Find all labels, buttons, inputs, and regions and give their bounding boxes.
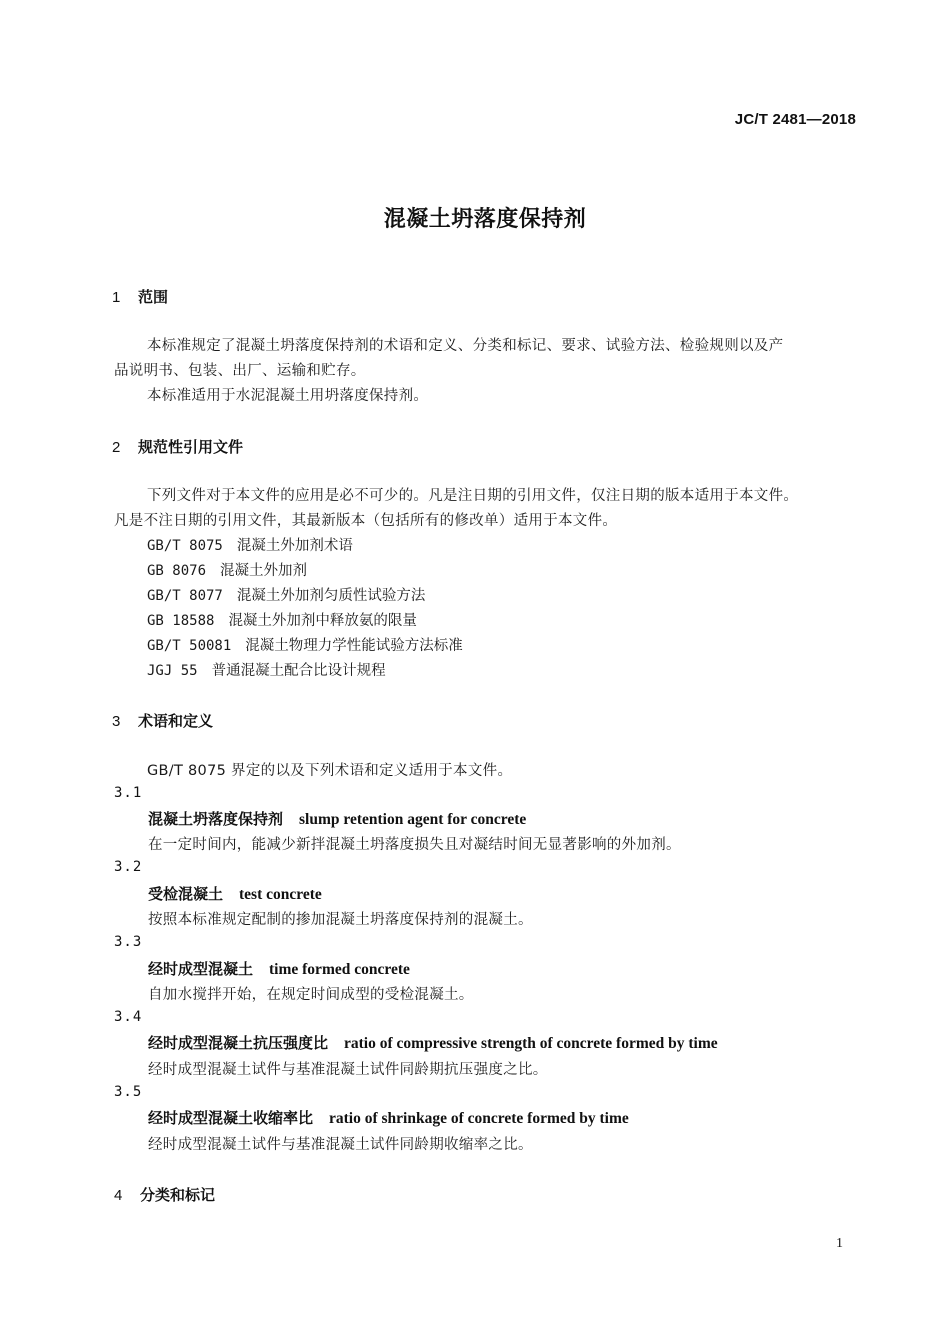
section-number: 2 (112, 439, 121, 456)
reference-item (147, 559, 307, 580)
reference-name: 混凝土外加剂匀质性试验方法 (236, 588, 426, 604)
term-heading (148, 808, 526, 829)
term-chinese: 经时成型混凝土收缩率比 (148, 1109, 314, 1127)
term-number: 3.2 (114, 859, 143, 875)
section-3-intro: GB/T 8075 界定的以及下列术语和定义适用于本文件。 (147, 763, 513, 779)
term-english: time formed concrete (269, 961, 410, 978)
term-heading (148, 1107, 629, 1128)
section-1-paragraph-line-2: 品说明书、包装、出厂、运输和贮存。 (114, 363, 366, 379)
term-definition: 经时成型混凝土试件与基准混凝土试件同龄期抗压强度之比。 (148, 1062, 548, 1078)
term-number: 3.5 (114, 1084, 143, 1100)
term-chinese: 受检混凝土 (148, 885, 224, 903)
section-1-paragraph-2: 本标准适用于水泥混凝土用坍落度保持剂。 (147, 388, 429, 404)
reference-code: GB/T 50081 (147, 638, 232, 654)
reference-code: GB 8076 (147, 563, 207, 579)
reference-code: GB/T 8075 (147, 538, 223, 554)
reference-name: 混凝土物理力学性能试验方法标准 (245, 638, 463, 654)
section-number: 4 (114, 1187, 123, 1204)
term-english: test concrete (239, 886, 322, 903)
term-english: ratio of shrinkage of concrete formed by time (329, 1110, 629, 1127)
section-4-heading (114, 1184, 215, 1205)
term-definition: 按照本标准规定配制的掺加混凝土坍落度保持剂的混凝土。 (148, 912, 533, 928)
section-number: 3 (112, 713, 121, 730)
standard-code: JC/T 2481—2018 (734, 111, 856, 128)
term-number: 3.3 (114, 934, 143, 950)
section-3-heading (112, 710, 213, 731)
reference-name: 混凝土外加剂 (220, 563, 308, 579)
reference-item (147, 634, 463, 655)
section-title: 术语和定义 (138, 712, 214, 730)
reference-item (147, 659, 386, 680)
reference-name: 混凝土外加剂术语 (236, 538, 353, 554)
term-heading (148, 958, 410, 979)
term-definition: 自加水搅拌开始，在规定时间成型的受检混凝土。 (148, 987, 474, 1003)
reference-code: GB 18588 (147, 613, 215, 629)
term-english: slump retention agent for concrete (299, 811, 527, 828)
term-definition: 在一定时间内，能减少新拌混凝土坍落度损失且对凝结时间无显著影响的外加剂。 (148, 837, 681, 853)
section-1-paragraph-line-1: 本标准规定了混凝土坍落度保持剂的术语和定义、分类和标记、要求、试验方法、检验规则以及产 (147, 338, 784, 354)
section-2-paragraph-line-1: 下列文件对于本文件的应用是必不可少的。凡是注日期的引用文件，仅注日期的版本适用于本文件。 (147, 488, 799, 504)
section-2-paragraph-line-2: 凡是不注日期的引用文件，其最新版本（包括所有的修改单）适用于本文件。 (114, 513, 618, 529)
term-heading (148, 1032, 718, 1053)
reference-code: GB/T 8077 (147, 588, 223, 604)
term-chinese: 混凝土坍落度保持剂 (148, 810, 284, 828)
term-chinese: 经时成型混凝土 (148, 960, 254, 978)
section-2-heading (112, 436, 243, 457)
reference-name: 普通混凝土配合比设计规程 (211, 663, 386, 679)
section-number: 1 (112, 289, 121, 306)
page-number: 1 (836, 1236, 843, 1251)
section-1-heading (112, 286, 168, 307)
document-title: 混凝土坍落度保持剂 (383, 207, 587, 232)
reference-item (147, 584, 425, 605)
section-title: 规范性引用文件 (138, 438, 244, 456)
term-number: 3.4 (114, 1009, 143, 1025)
term-definition: 经时成型混凝土试件与基准混凝土试件同龄期收缩率之比。 (148, 1137, 533, 1153)
term-number: 3.1 (114, 785, 143, 801)
reference-item (147, 534, 353, 555)
term-english: ratio of compressive strength of concrete formed by time (344, 1035, 718, 1052)
term-chinese: 经时成型混凝土抗压强度比 (148, 1034, 329, 1052)
reference-name: 混凝土外加剂中释放氨的限量 (228, 613, 417, 629)
term-heading (148, 883, 322, 904)
section-title: 分类和标记 (140, 1186, 216, 1204)
reference-code: JGJ 55 (147, 663, 198, 679)
reference-item (147, 609, 417, 630)
section-title: 范围 (138, 288, 169, 306)
